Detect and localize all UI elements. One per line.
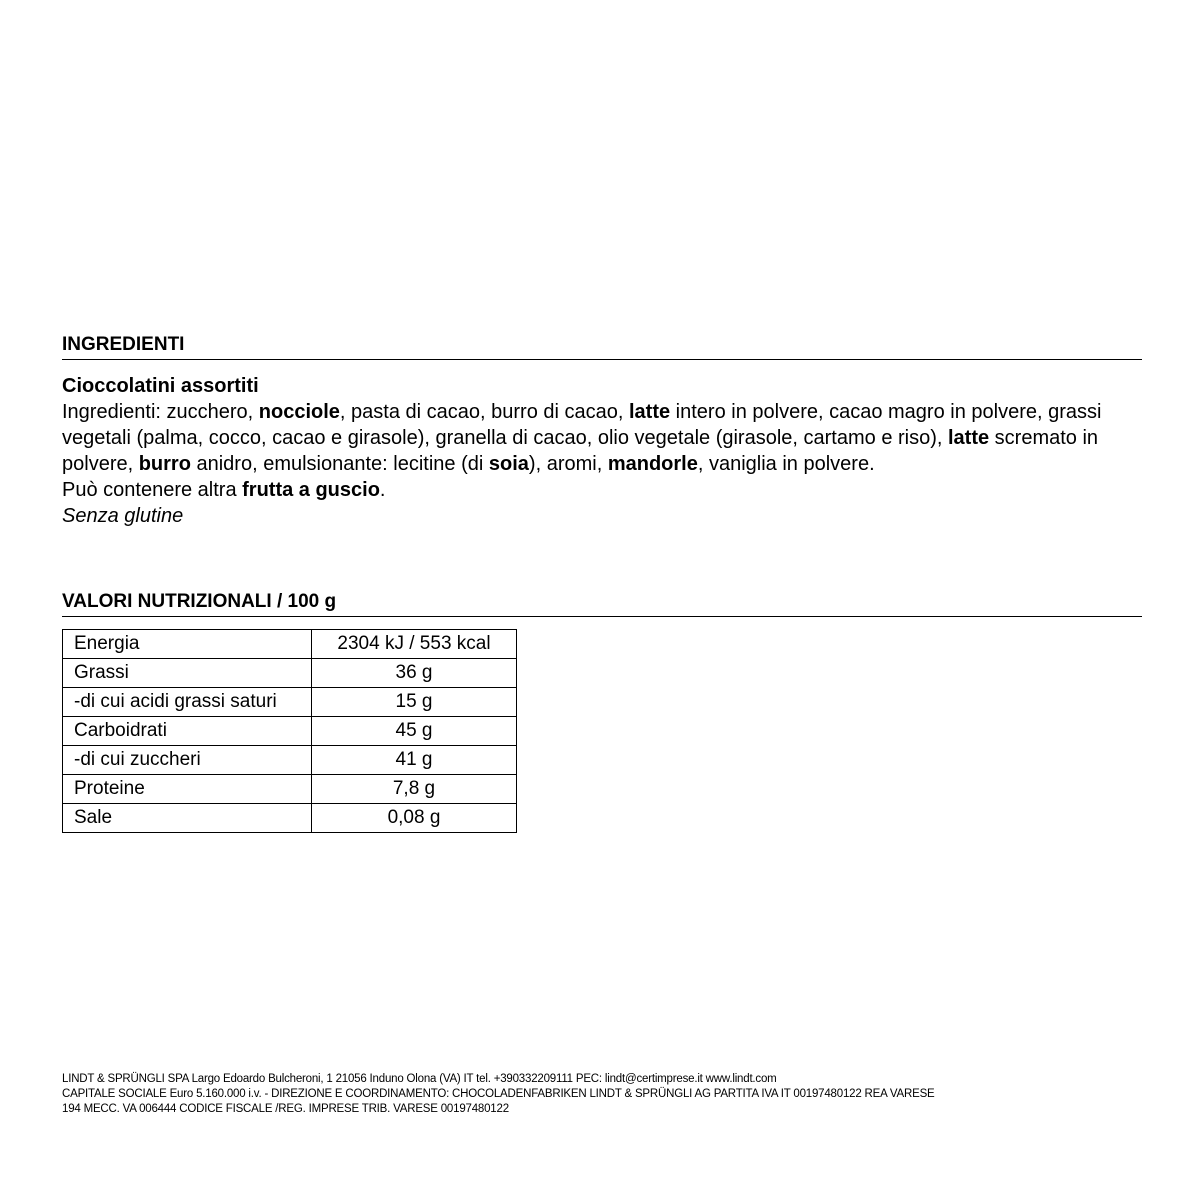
nutrient-value: 15 g [312, 688, 517, 717]
ingredients-block [62, 373, 1152, 529]
text-segment: Può contenere altra [62, 479, 243, 501]
text-segment: . [379, 479, 386, 501]
text-segment: Ingredienti: zucchero, [62, 401, 259, 423]
nutrient-value: 41 g [312, 746, 517, 775]
allergen-highlight: nocciole [258, 401, 340, 423]
nutrient-label: Energia [63, 630, 312, 659]
nutrient-value: 7,8 g [312, 775, 517, 804]
allergen-highlight: latte [628, 401, 671, 423]
allergen-highlight: latte [948, 427, 990, 449]
nutrition-row [63, 717, 517, 746]
nutrition-row [63, 746, 517, 775]
footer-line-1: LINDT & SPRÜNGLI SPA Largo Edoardo Bulcheroni, 1 21056 Induno Olona (VA) IT tel. +390332209111 PEC: lindt@certimprese.it www.lindt.com [62, 1073, 777, 1085]
ingredients-list [62, 399, 1152, 477]
text-segment: ), aromi, [528, 453, 608, 475]
ingredients-heading: INGREDIENTI [62, 334, 1142, 360]
nutrient-label: Sale [63, 804, 312, 833]
text-segment: scremato in polvere, [62, 427, 1099, 475]
nutrition-row [63, 804, 517, 833]
allergen-highlight: burro [138, 453, 191, 475]
nutrition-row [63, 775, 517, 804]
company-footer [62, 1072, 1152, 1117]
allergen-highlight: frutta a guscio [242, 479, 380, 501]
nutrition-table [62, 629, 517, 833]
nutrition-heading: VALORI NUTRIZIONALI / 100 g [62, 591, 1142, 617]
nutrient-label: -di cui acidi grassi saturi [63, 688, 312, 717]
nutrient-label: Carboidrati [63, 717, 312, 746]
text-segment: , vaniglia in polvere. [697, 453, 875, 475]
nutrition-row [63, 688, 517, 717]
nutrient-label: Grassi [63, 659, 312, 688]
nutrition-row [63, 659, 517, 688]
text-segment: anidro, emulsionante: lecitine (di [190, 453, 489, 475]
nutrient-value: 0,08 g [312, 804, 517, 833]
allergen-note [62, 477, 1152, 503]
nutrient-value: 2304 kJ / 553 kcal [312, 630, 517, 659]
allergen-highlight: soia [488, 453, 529, 475]
nutrient-value: 45 g [312, 717, 517, 746]
nutrient-label: -di cui zuccheri [63, 746, 312, 775]
text-segment: , pasta di cacao, burro di cacao, [339, 401, 629, 423]
text-segment: intero in polvere, cacao magro in polvere, grassi vegetali (palma, cocco, cacao e girasole), granella di cacao, olio vegetale (girasole, cartamo e riso), [62, 401, 1102, 449]
gluten-free-note: Senza glutine [62, 505, 184, 527]
nutrient-value: 36 g [312, 659, 517, 688]
footer-line-2: CAPITALE SOCIALE Euro 5.160.000 i.v. - DIREZIONE E COORDINAMENTO: CHOCOLADENFABRIKEN LINDT & SPRÜNGLI AG PARTITA IVA IT 00197480122 REA VARESE [62, 1088, 935, 1100]
nutrient-label: Proteine [63, 775, 312, 804]
allergen-highlight: mandorle [607, 453, 698, 475]
product-name: Cioccolatini assortiti [62, 375, 259, 397]
nutrition-row [63, 630, 517, 659]
footer-line-3: 194 MECC. VA 006444 CODICE FISCALE /REG. IMPRESE TRIB. VARESE 00197480122 [62, 1103, 509, 1115]
